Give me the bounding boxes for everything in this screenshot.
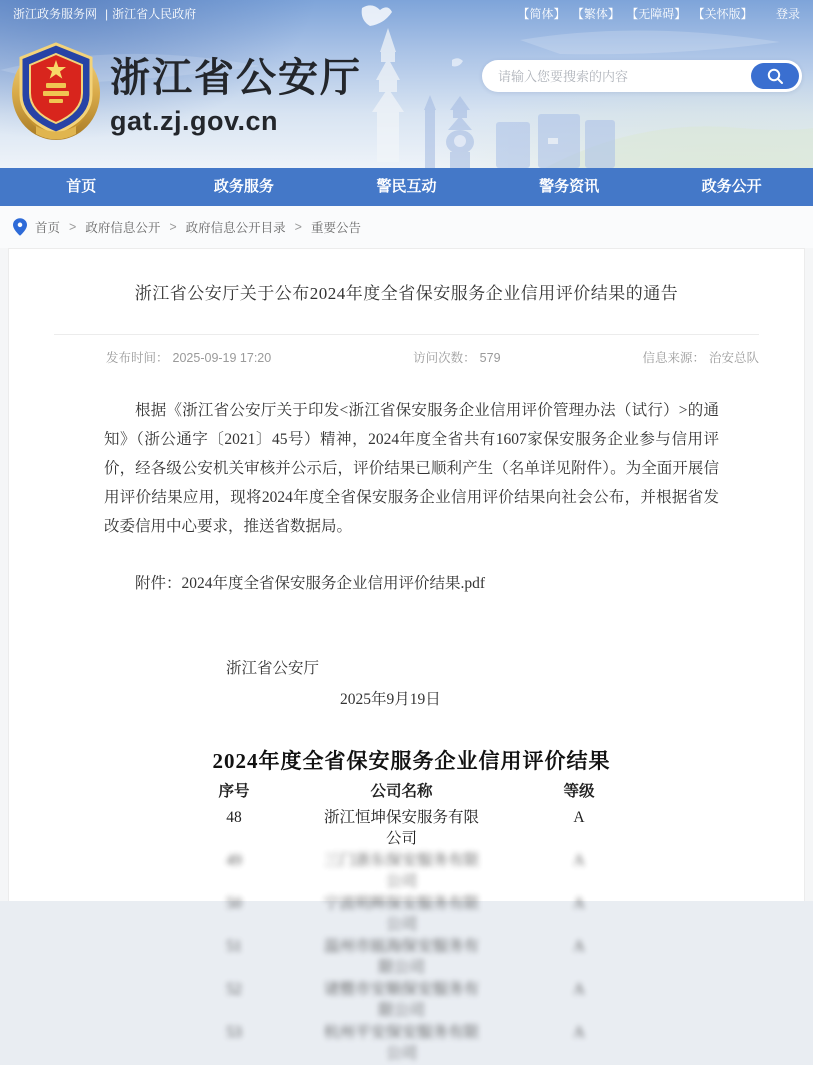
table-row-blurred <box>104 936 719 979</box>
cell-company: 温州市瓯海保安服务有限公司 <box>323 937 479 976</box>
search-box <box>482 60 802 92</box>
breadcrumb-current-important-notices: 重要公告 <box>310 221 361 235</box>
cell-company: 杭州平安保安服务有限公司 <box>323 1023 479 1062</box>
attachment-pdf-link[interactable]: 附件：2024年度全省保安服务企业信用评价结果.pdf <box>135 575 486 592</box>
search-icon <box>766 67 784 85</box>
attachment-line <box>104 569 719 598</box>
table-header-row <box>104 781 719 803</box>
breadcrumb-separator: > <box>294 220 302 234</box>
cell-grade: A <box>573 851 585 869</box>
article-title: 浙江省公安厅关于公布2024年度全省保安服务企业信用评价结果的通告 <box>134 284 679 303</box>
site-domain: gat.zj.gov.cn <box>110 106 279 136</box>
issuing-authority: 浙江省公安厅 <box>226 660 320 677</box>
topbar-separator: | <box>105 6 109 21</box>
cell-company: 浙江恒坤保安服务有限公司 <box>323 808 479 847</box>
table-row-blurred <box>104 1022 719 1065</box>
article-body <box>104 396 719 1065</box>
breadcrumb <box>0 206 813 248</box>
publish-time-value: 2025-09-19 17:20 <box>172 351 272 365</box>
search-button[interactable] <box>751 63 799 89</box>
cell-serial: 50 <box>226 894 242 912</box>
visit-count-value: 579 <box>479 351 501 365</box>
cell-serial: 52 <box>226 980 242 998</box>
cell-serial: 49 <box>226 851 242 869</box>
location-pin-icon <box>13 218 27 236</box>
cell-serial: 51 <box>226 937 242 955</box>
topbar-left <box>13 5 200 22</box>
info-source <box>642 348 759 366</box>
main-nav <box>0 168 813 206</box>
breadcrumb-home[interactable]: 首页 <box>35 221 61 235</box>
breadcrumb-separator: > <box>69 220 77 234</box>
cell-grade: A <box>573 1023 585 1041</box>
cell-company: 宁波明辉保安服务有限公司 <box>323 894 479 933</box>
brand-text <box>110 46 362 137</box>
cell-company: 诸暨市安顺保安服务有限公司 <box>323 980 479 1019</box>
nav-item-government-services[interactable]: 政务服务 <box>213 178 274 195</box>
site-banner <box>0 0 813 168</box>
issue-date: 2025年9月19日 <box>340 691 441 708</box>
article-paragraph: 根据《浙江省公安厅关于印发<浙江省保安服务企业信用评价管理办法（试行）>的通知》（浙公通字〔2021〕45号）精神，2024年度全省共有1607家保安服务企业参与信用评价，经各级公安机关审核并公示后，评价结果已顺利产生（名单详见附件）。为全面开展信用评价结果应用，现将2024年度全省保安服务企业信用评价结果向社会公布，并根据省发改委信用中心要求，推送省数据局。 <box>104 402 719 535</box>
table-row <box>104 807 719 850</box>
cell-grade: A <box>573 937 585 955</box>
nav-item-government-disclosure[interactable]: 政务公开 <box>701 178 762 195</box>
simplified-chinese-link[interactable]: 【简体】 <box>517 6 566 21</box>
police-badge-icon <box>10 36 102 147</box>
cell-serial: 48 <box>226 808 242 826</box>
search-input[interactable] <box>482 69 751 84</box>
site-name: 浙江省公安厅 <box>110 56 362 100</box>
nav-item-police-news[interactable]: 警务资讯 <box>539 178 600 195</box>
topbar <box>0 0 813 26</box>
rating-results-section <box>104 747 719 1065</box>
topbar-link-zhejiang-service[interactable]: 浙江政务服务网 <box>13 6 98 21</box>
cell-grade: A <box>573 894 585 912</box>
traditional-chinese-link[interactable]: 【繁体】 <box>571 6 620 21</box>
info-source-value: 治安总队 <box>708 351 759 365</box>
login-link[interactable]: 登录 <box>775 6 800 21</box>
article-card <box>8 248 805 1062</box>
cell-grade: A <box>573 808 585 826</box>
table-row-blurred <box>104 979 719 1022</box>
cell-serial: 53 <box>226 1023 242 1041</box>
publish-time <box>106 348 271 366</box>
breadcrumb-separator: > <box>169 220 177 234</box>
site-logo-home-link[interactable] <box>10 36 362 147</box>
visit-count <box>413 348 500 366</box>
visit-count-label: 访问次数： <box>413 351 476 365</box>
col-header-serial: 序号 <box>218 783 250 800</box>
care-version-link[interactable]: 【关怀版】 <box>692 6 753 21</box>
accessibility-link[interactable]: 【无障碍】 <box>626 6 687 21</box>
breadcrumb-disclosure-catalog[interactable]: 政府信息公开目录 <box>185 221 286 235</box>
article-meta <box>54 334 759 366</box>
topbar-right <box>515 5 800 22</box>
col-header-company: 公司名称 <box>370 783 433 800</box>
table-title: 2024年度全省保安服务企业信用评价结果 <box>212 749 611 773</box>
info-source-label: 信息来源： <box>642 351 705 365</box>
nav-item-home[interactable]: 首页 <box>66 178 97 195</box>
col-header-grade: 等级 <box>563 783 595 800</box>
nav-item-police-public-interaction[interactable]: 警民互动 <box>376 178 437 195</box>
publish-time-label: 发布时间： <box>106 351 169 365</box>
table-row-blurred <box>104 850 719 893</box>
cell-company: 三门浙东保安服务有限公司 <box>323 851 479 890</box>
table-row-blurred <box>104 893 719 936</box>
topbar-link-zhejiang-gov[interactable]: 浙江省人民政府 <box>112 6 197 21</box>
cell-grade: A <box>573 980 585 998</box>
breadcrumb-info-disclosure[interactable]: 政府信息公开 <box>85 221 161 235</box>
